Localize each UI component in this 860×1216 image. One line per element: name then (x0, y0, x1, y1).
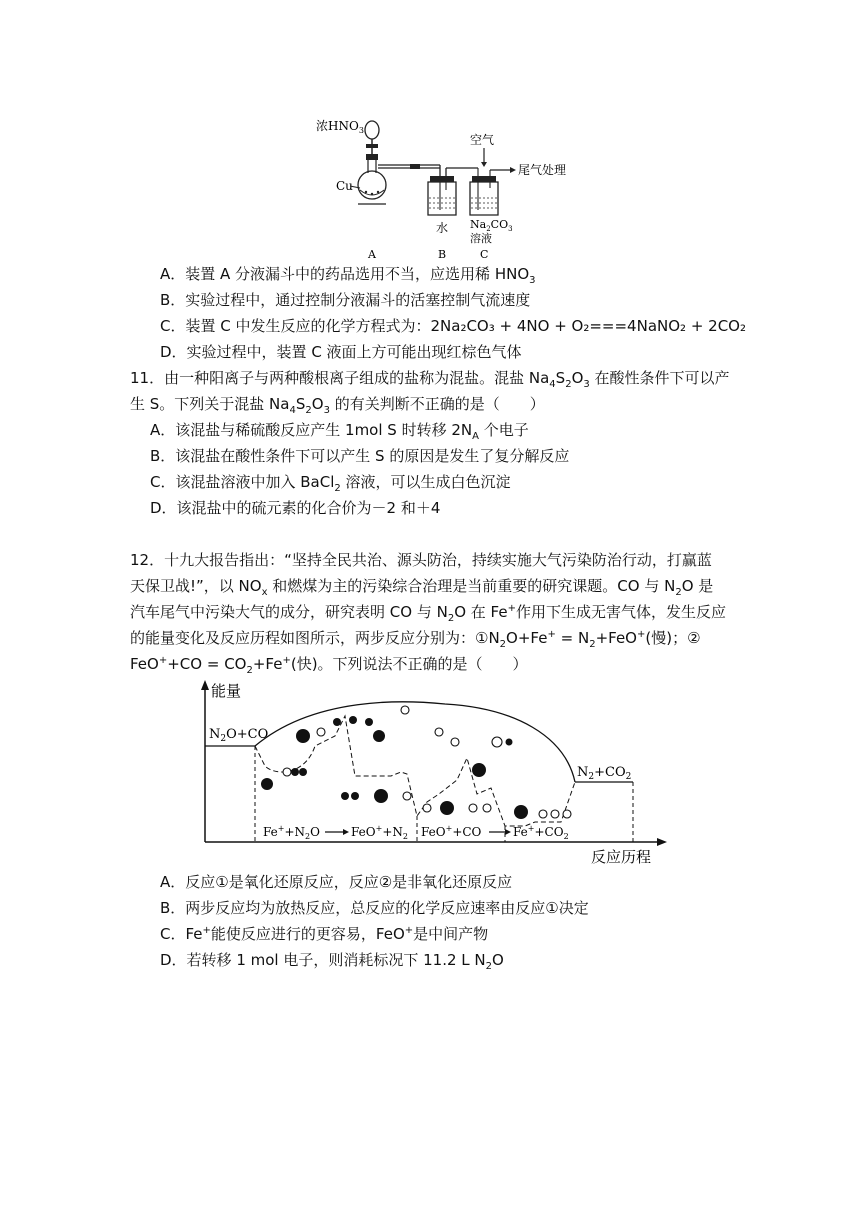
atom-26 (551, 810, 559, 818)
atom-3 (291, 768, 299, 776)
q11-stem-line1: 11．由一种阳离子与两种酸根离子组成的盐称为混盐。混盐 $Na_4S_2O_3$ 在酸性条件下可以产 (130, 369, 730, 390)
step2-product-label: $Fe^++CO_2$ (513, 824, 569, 841)
atom-19 (506, 739, 513, 746)
atom-13 (374, 789, 388, 803)
water-label: 水 (436, 221, 449, 235)
q12-option-a: A．反应①是氧化还原反应，反应②是非氧化还原反应 (160, 873, 513, 891)
atom-15 (435, 728, 443, 736)
label-a: A (368, 248, 376, 261)
atom-22 (469, 804, 477, 812)
q12-stem-line3: 汽车尾气中污染大气的成分，研究表明 CO 与 $N_2O$ 在 Fe+作用下生成无害气体，发生反应 (130, 603, 726, 624)
y-axis-label: 能量 (211, 682, 242, 700)
q12-option-b: B．两步反应均为放热反应，总反应的化学反应速率由反应①决定 (160, 899, 589, 917)
q10-option-c: C．装置 C 中发生反应的化学方程式为：2Na₂CO₃ + 4NO + O₂===4NaNO₂ + 2CO₂ (160, 317, 746, 335)
q11-stem-line2: 生 S。下列关于混盐 $Na_4S_2O_3$ 的有关判断不正确的是（ ） (130, 395, 545, 416)
atom-14 (403, 792, 411, 800)
atom-18 (492, 737, 502, 747)
atom-8 (365, 718, 373, 726)
atom-20 (423, 804, 431, 812)
atom-1 (296, 729, 310, 743)
atom-2 (283, 768, 291, 776)
q12-stem-line4: 的能量变化及反应历程如图所示，两步反应分别为：$①N_2O+Fe^+ = N_2+FeO^+$(慢)；② (130, 629, 701, 650)
start-label: $N_2O+CO$ (209, 727, 269, 744)
q11-option-b: B．该混盐在酸性条件下可以产生 S 的原因是发生了复分解反应 (150, 447, 570, 465)
atom-6 (333, 718, 341, 726)
atom-12 (351, 792, 359, 800)
atom-5 (317, 728, 325, 736)
q12-stem-line2: 天保卫战!”，以 $NO_x$ 和燃煤为主的污染综合治理是当前重要的研究课题。CO 与 $N_2O$ 是 (130, 577, 714, 598)
step1-product-label: $FeO^++N_2$ (351, 824, 408, 841)
step2-label: FeO++CO (421, 824, 482, 839)
step1-label: $Fe^++N_2O$ (263, 824, 320, 841)
tail-gas-label: 尾气处理 (518, 163, 567, 177)
q11-option-d: D．该混盐中的硫元素的化合价为－2 和＋4 (150, 499, 441, 517)
atom-25 (539, 810, 547, 818)
end-label: $N_2+CO_2$ (577, 765, 632, 782)
atom-17 (472, 763, 486, 777)
atom-4 (299, 768, 307, 776)
atom-11 (341, 792, 349, 800)
solution-label: $Na_2CO_3$ (470, 218, 513, 233)
air-label: 空气 (470, 133, 495, 147)
atom-10 (401, 706, 409, 714)
atom-9 (373, 730, 385, 742)
energy-diagram (195, 676, 670, 868)
q10-option-b: B．实验过程中，通过控制分液漏斗的活塞控制气流速度 (160, 291, 531, 309)
y-axis-arrow (201, 680, 209, 690)
label-c: C (480, 248, 489, 261)
q11-option-a: A．该混盐与稀硫酸反应产生 1mol S 时转移 $2N_A$ 个电子 (150, 421, 529, 442)
x-axis-arrow (657, 838, 667, 846)
atom-27 (563, 810, 571, 818)
atom-21 (440, 801, 454, 815)
q12-stem-line1: 12．十九大报告指出：“坚持全民共治、源头防治，持续实施大气污染防治行动，打赢蓝 (130, 551, 712, 569)
atom-24 (514, 805, 528, 819)
q12-option-d: D．若转移 1 mol 电子，则消耗标况下 11.2 L $N_2O$ (160, 951, 504, 972)
atom-23 (483, 804, 491, 812)
atom-7 (349, 716, 357, 724)
solution-label-2: 溶液 (470, 232, 492, 245)
q12-stem-line5: $FeO^++CO = CO_2+Fe^+$(快)。下列说法不正确的是（ ） (130, 655, 528, 676)
apparatus-diagram (300, 110, 600, 265)
cu-label: Cu (336, 179, 353, 193)
x-axis-label: 反应历程 (591, 848, 652, 866)
q10-option-d: D．实验过程中，装置 C 液面上方可能出现红棕色气体 (160, 343, 522, 361)
apparatus-reagent-label: 浓$HNO_3$ (316, 119, 364, 135)
fe-ion-1 (261, 778, 273, 790)
label-b: B (438, 248, 447, 261)
q11-option-c: C．该混盐溶液中加入 BaCl$_2$ 溶液，可以生成白色沉淀 (150, 473, 511, 494)
q10-option-a: A．装置 A 分液漏斗中的药品选用不当，应选用稀 $HNO_3$ (160, 265, 536, 286)
atom-16 (451, 738, 459, 746)
q12-option-c: C．Fe+能使反应进行的更容易，FeO+是中间产物 (160, 925, 489, 943)
